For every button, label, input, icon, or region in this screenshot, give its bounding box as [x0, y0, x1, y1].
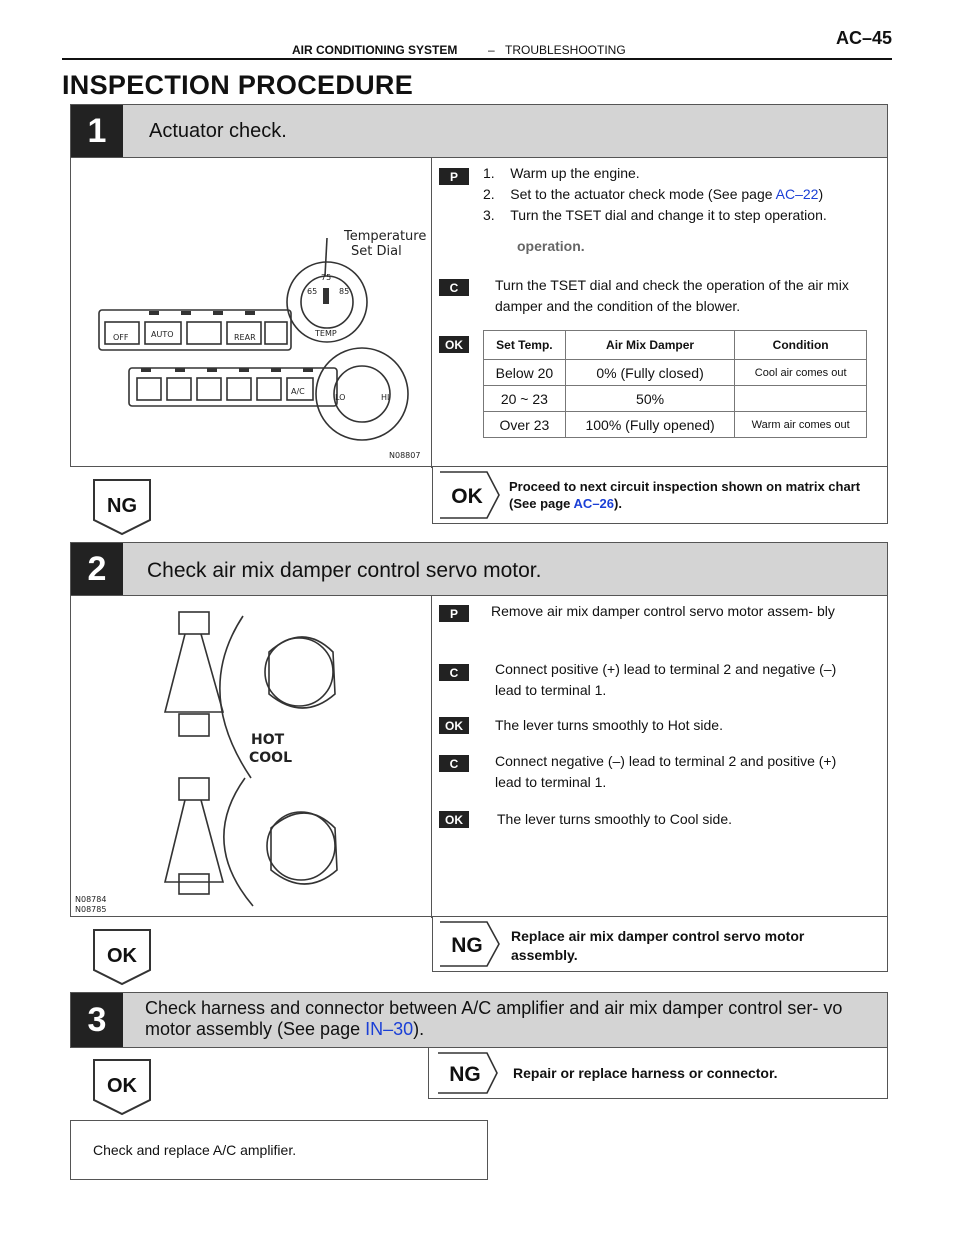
btn-ac: A/C [291, 387, 305, 396]
dial-temp-label: TEMP [315, 329, 337, 338]
figure-cool-label: COOL [249, 750, 292, 766]
prep-item-3: 3. Turn the TSET dial and change it to step operation. [483, 207, 827, 223]
figure-code: N08807 [389, 451, 421, 460]
row3-condition: Warm air comes out [735, 412, 867, 438]
ghost-text: operation. [517, 238, 585, 254]
prep-item-2: 2. Set to the actuator check mode (See page AC–22) [483, 186, 824, 202]
link-in30[interactable]: IN–30 [365, 1019, 414, 1039]
dial-hi: HI [381, 393, 390, 402]
step-2-panel [70, 595, 888, 917]
step-2-right-result: NG [451, 934, 483, 957]
s2-text-4: Connect negative (–) lead to terminal 2 and positive (+) lead to terminal 1. [495, 753, 837, 790]
row3-temp: Over 23 [484, 412, 566, 438]
step-1-right-result-box [432, 466, 888, 524]
step-1-divider [431, 158, 432, 468]
dial-75: 75 [321, 273, 332, 282]
dial-lo: LO [335, 393, 346, 402]
s2-text-5: The lever turns smoothly to Cool side. [497, 811, 732, 827]
step-3-bar [70, 992, 888, 1048]
row3-damper: 100% (Fully opened) [565, 412, 735, 438]
row2-temp: 20 ~ 23 [484, 386, 566, 412]
row2-condition [735, 386, 867, 412]
step-3-number: 3 [71, 993, 123, 1047]
row2-damper: 50% [565, 386, 735, 412]
dial-85: 85 [339, 287, 350, 296]
col-set-temp: Set Temp. [484, 331, 566, 360]
col-condition: Condition [735, 331, 867, 360]
header-system: AIR CONDITIONING SYSTEM [292, 43, 458, 57]
header-rule [62, 58, 892, 60]
page-title: INSPECTION PROCEDURE [62, 70, 414, 100]
step-2-divider [431, 596, 432, 918]
row1-condition: Cool air comes out [735, 360, 867, 386]
step-2-left-result-arrow [92, 928, 152, 986]
s2-text-1: Remove air mix damper control servo motor assem- bly [491, 603, 835, 619]
btn-rear: REAR [234, 333, 256, 342]
step-1-title: Actuator check. [149, 120, 287, 142]
figure-label-temperature: Temperature [344, 229, 427, 244]
step-3-left-result-arrow [92, 1058, 152, 1116]
final-action-text: Check and replace A/C amplifier. [93, 1142, 297, 1158]
step-3-left-result: OK [107, 1075, 137, 1097]
s2-tag-3: OK [439, 717, 469, 734]
row1-damper: 0% (Fully closed) [565, 360, 735, 386]
step-2-right-text: Replace air mix damper control servo motor assembly. [511, 928, 805, 963]
figure-label-set-dial: Set Dial [351, 244, 402, 259]
step-3-title: Check harness and connector between A/C amplifier and air mix damper control ser- vo motor assembly (See page IN–30). [145, 998, 843, 1039]
step-2-left-result: OK [107, 945, 137, 967]
prep-item-1: 1. Warm up the engine. [483, 165, 640, 181]
step-1-left-result-arrow [92, 478, 152, 536]
s2-text-2: Connect positive (+) lead to terminal 2 and negative (–) lead to terminal 1. [495, 661, 837, 698]
s2-tag-5: OK [439, 811, 469, 828]
row1-temp: Below 20 [484, 360, 566, 386]
link-ac22[interactable]: AC–22 [775, 186, 819, 202]
s2-tag-2: C [439, 664, 469, 681]
dial-65: 65 [307, 287, 318, 296]
step-1-right-result: OK [451, 485, 483, 508]
page-number: AC–45 [836, 28, 893, 48]
spec-table [483, 330, 867, 438]
prep-tag: P [439, 168, 469, 185]
figure-code-2: N08785 [75, 905, 107, 914]
step-3-right-result-chevron [437, 1050, 499, 1096]
step-2-title: Check air mix damper control servo motor. [147, 559, 542, 582]
step-2-number: 2 [71, 543, 123, 595]
link-ac26[interactable]: AC–26 [573, 496, 615, 511]
final-action-box [70, 1120, 488, 1180]
step-2-bar [70, 542, 888, 596]
btn-auto: AUTO [151, 330, 174, 339]
step-3-right-result-box [428, 1047, 888, 1099]
s2-text-3: The lever turns smoothly to Hot side. [495, 717, 723, 733]
figure-code-1: N08784 [75, 895, 107, 904]
header-section: TROUBLESHOOTING [505, 43, 626, 57]
step-1-number: 1 [71, 105, 123, 157]
col-air-mix: Air Mix Damper [565, 331, 735, 360]
step-2-right-result-box [432, 916, 888, 972]
ok-tag: OK [439, 336, 469, 353]
s2-tag-1: P [439, 605, 469, 622]
check-tag: C [439, 279, 469, 296]
btn-off: OFF [113, 333, 129, 342]
check-text: Turn the TSET dial and check the operation of the air mix damper and the condition of the blower. [495, 277, 849, 314]
step-1-right-text: Proceed to next circuit inspection shown on matrix chart (See page AC–26). [509, 479, 861, 511]
s2-tag-4: C [439, 755, 469, 772]
step-3-right-result: NG [449, 1063, 481, 1086]
figure-hot-label: HOT [251, 732, 285, 748]
step-1-panel [70, 157, 888, 467]
step-1-left-result: NG [107, 495, 137, 517]
step-3-right-text: Repair or replace harness or connector. [513, 1065, 778, 1081]
step-2-right-result-chevron [439, 919, 501, 969]
step-1-bar [70, 104, 888, 158]
control-panel-figure [89, 218, 434, 463]
servo-motor-figure [73, 602, 429, 916]
step-1-right-result-chevron [439, 469, 501, 521]
header-separator: – [488, 43, 495, 57]
